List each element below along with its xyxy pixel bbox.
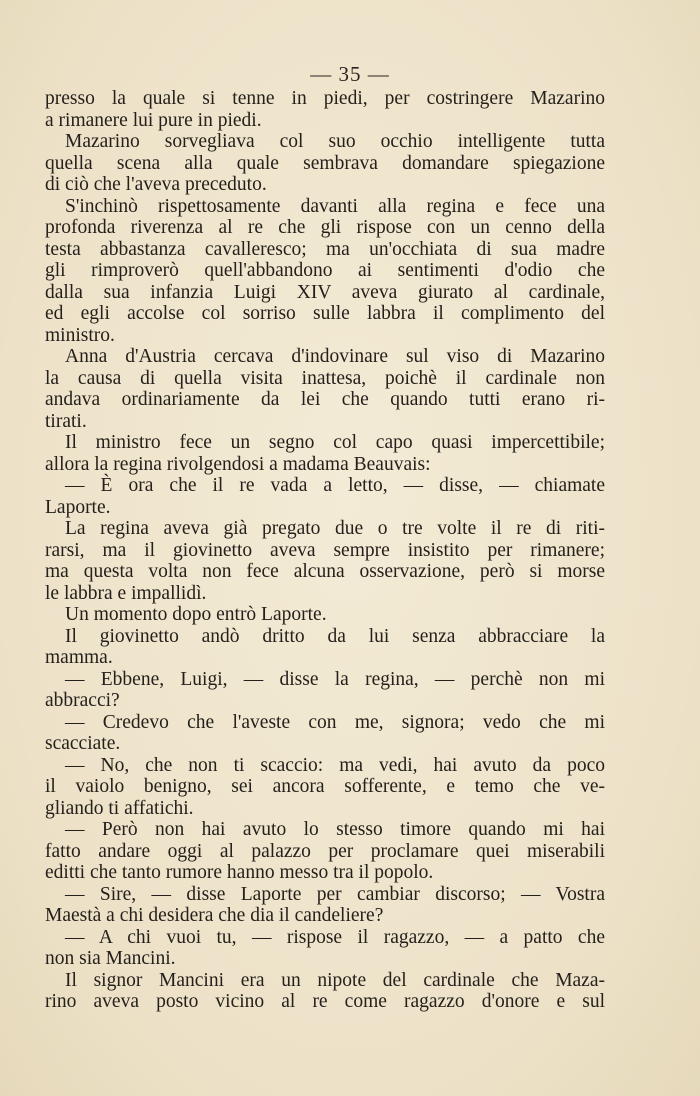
text-line: allora la regina rivolgendosi a madama Beauvais: bbox=[45, 453, 431, 475]
text-line: — Sire, — disse Laporte per cambiar discorso; — Vostra bbox=[65, 883, 605, 905]
text-line: ma questa volta non fece alcuna osservazione, però si morse bbox=[45, 561, 605, 582]
text-line: scacciate. bbox=[45, 733, 121, 754]
text-line: presso la quale si tenne in piedi, per costringere Mazarino bbox=[45, 88, 605, 109]
text-line: — A chi vuoi tu, — rispose il ragazzo, — a patto che bbox=[65, 926, 605, 948]
text-line: Maestà a chi desidera che dia il candeliere? bbox=[45, 905, 384, 926]
text-line: tirati. bbox=[45, 410, 87, 432]
text-line: S'inchinò rispettosamente davanti alla regina e fece una bbox=[65, 195, 605, 217]
text-line: La regina aveva già pregato due o tre volte il re di riti- bbox=[65, 518, 605, 539]
text-line: Il ministro fece un segno col capo quasi impercettibile; bbox=[65, 432, 605, 453]
text-line: Il signor Mancini era un nipote del cardinale che Maza- bbox=[65, 969, 605, 991]
body-text bbox=[45, 88, 605, 1013]
text-line: abbracci? bbox=[45, 690, 120, 711]
text-line: gliando ti affatichi. bbox=[45, 797, 194, 819]
text-line: — Però non hai avuto lo stesso timore quando mi hai bbox=[65, 819, 605, 840]
text-line: editti che tanto rumore hanno messo tra il popolo. bbox=[45, 862, 434, 883]
text-line: — Ebbene, Luigi, — disse la regina, — perchè non mi bbox=[65, 668, 605, 690]
text-line: ed egli accolse col sorriso sulle labbra il complimento del bbox=[45, 303, 605, 324]
text-line: andava ordinariamente da lei che quando tutti erano ri- bbox=[45, 389, 605, 410]
text-line: Laporte. bbox=[45, 496, 111, 518]
text-line: ministro. bbox=[45, 324, 115, 346]
text-line: la causa di quella visita inattesa, poichè il cardinale non bbox=[45, 367, 605, 389]
text-line: Un momento dopo entrò Laporte. bbox=[65, 604, 327, 625]
text-line: non sia Mancini. bbox=[45, 948, 176, 969]
text-line: di ciò che l'aveva preceduto. bbox=[45, 174, 267, 195]
text-line: profonda riverenza al re che gli rispose con un cenno della bbox=[45, 217, 605, 238]
text-line: gli rimproverò quell'abbandono ai sentimenti d'odio che bbox=[45, 260, 605, 281]
text-line: rino aveva posto vicino al re come ragazzo d'onore e sul bbox=[45, 991, 605, 1012]
text-line: quella scena alla quale sembrava domandare spiegazione bbox=[45, 152, 605, 174]
page-number: — 35 — bbox=[310, 62, 390, 86]
text-line: — È ora che il re vada a letto, — disse, — chiamate bbox=[65, 475, 605, 496]
text-line: Il giovinetto andò dritto da lui senza abbracciare la bbox=[65, 625, 605, 647]
text-line: — Credevo che l'aveste con me, signora; vedo che mi bbox=[65, 711, 605, 733]
text-line: dalla sua infanzia Luigi XIV aveva giurato al cardinale, bbox=[45, 281, 605, 303]
text-line: a rimanere lui pure in piedi. bbox=[45, 109, 262, 131]
text-line: le labbra e impallidì. bbox=[45, 582, 207, 604]
text-line: testa abbastanza cavalleresco; ma un'occhiata di sua madre bbox=[45, 238, 605, 260]
text-line: — No, che non ti scaccio: ma vedi, hai avuto da poco bbox=[65, 754, 605, 776]
text-line: Anna d'Austria cercava d'indovinare sul viso di Mazarino bbox=[65, 346, 605, 367]
text-line: rarsi, ma il giovinetto aveva sempre insistito per rimanere; bbox=[45, 539, 605, 561]
text-line: fatto andare oggi al palazzo per proclamare quei miserabili bbox=[45, 840, 605, 862]
text-line: mamma. bbox=[45, 647, 113, 668]
text-line: Mazarino sorvegliava col suo occhio intelligente tutta bbox=[65, 131, 605, 152]
text-line: il vaiolo benigno, sei ancora sofferente, e temo che ve- bbox=[45, 776, 605, 797]
